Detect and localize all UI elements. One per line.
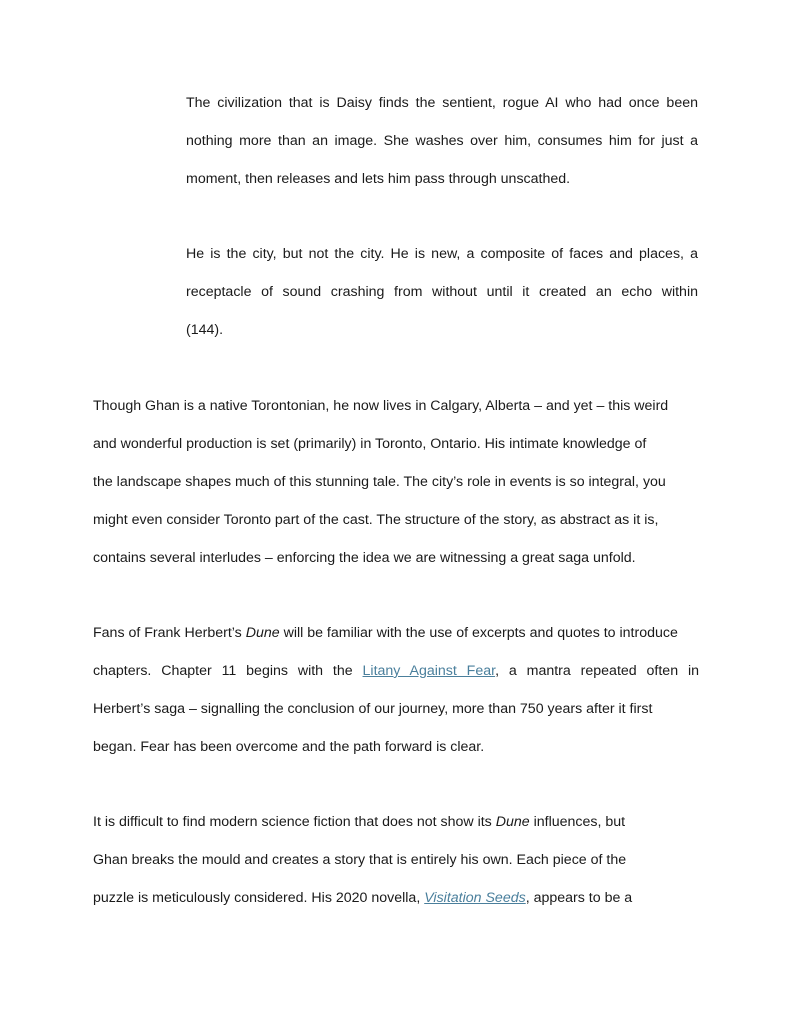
block-quote-2 xyxy=(186,235,698,349)
quote-line: The civilization that is Daisy finds the sentient, rogue AI who had once been xyxy=(186,95,698,111)
dune-title: Dune xyxy=(495,814,530,830)
paragraph-toronto xyxy=(93,387,699,577)
paragraph-line: might even consider Toronto part of the cast. The structure of the story, as abstract as it is, xyxy=(93,512,659,528)
paragraph-line xyxy=(93,614,699,652)
quote-line: nothing more than an image. She washes over him, consumes him for just a xyxy=(186,133,698,149)
paragraph-line: and wonderful production is set (primarily) in Toronto, Ontario. His intimate knowledge of xyxy=(93,436,647,452)
paragraph-line: contains several interludes – enforcing the idea we are witnessing a great saga unfold. xyxy=(93,550,636,566)
text-run: influences, but xyxy=(529,814,626,830)
paragraph-line: began. Fear has been overcome and the path forward is clear. xyxy=(93,739,485,755)
text-run: Fans of Frank Herbert’s xyxy=(93,625,246,641)
quote-line: receptacle of sound crashing from without until it created an echo within xyxy=(186,284,698,300)
quote-line: moment, then releases and lets him pass through unscathed. xyxy=(186,171,571,187)
paragraph-dune xyxy=(93,614,699,766)
paragraph-line xyxy=(93,803,699,841)
visitation-seeds-link[interactable] xyxy=(424,890,525,906)
text-run: , a mantra repeated often in xyxy=(495,663,699,679)
paragraph-line xyxy=(93,879,699,917)
paragraph-line: the landscape shapes much of this stunning tale. The city’s role in events is so integral, you xyxy=(93,474,666,490)
text-run: chapters. Chapter 11 begins with the xyxy=(93,663,363,679)
text-run: , appears to be a xyxy=(525,890,633,906)
paragraph-influences xyxy=(93,803,699,917)
text-run: puzzle is meticulously considered. His 2020 novella, xyxy=(93,890,425,906)
visitation-seeds-title: Visitation Seeds xyxy=(424,890,526,906)
text-run: It is difficult to find modern science fiction that does not show its xyxy=(93,814,496,830)
block-quote-1 xyxy=(186,84,698,198)
paragraph-line: Herbert’s saga – signalling the conclusion of our journey, more than 750 years after it first xyxy=(93,701,653,717)
quote-line: He is the city, but not the city. He is new, a composite of faces and places, a xyxy=(186,246,698,262)
paragraph-line xyxy=(93,652,699,690)
dune-title: Dune xyxy=(245,625,280,641)
paragraph-line: Ghan breaks the mould and creates a story that is entirely his own. Each piece of the xyxy=(93,852,627,868)
litany-against-fear-link[interactable]: Litany Against Fear xyxy=(362,663,496,679)
text-run: will be familiar with the use of excerpts and quotes to introduce xyxy=(279,625,678,641)
paragraph-line: Though Ghan is a native Torontonian, he now lives in Calgary, Alberta – and yet – this weird xyxy=(93,398,669,414)
quote-line: (144). xyxy=(186,322,224,338)
